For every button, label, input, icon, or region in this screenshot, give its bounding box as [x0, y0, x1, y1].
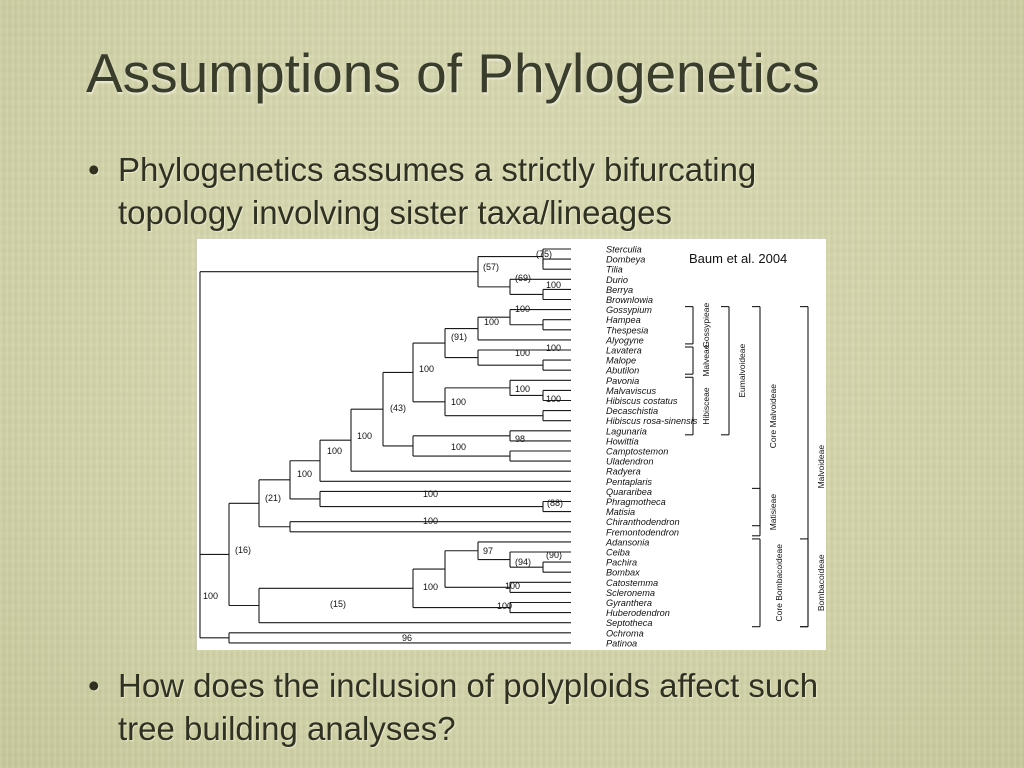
taxon-label: Pentaplaris — [606, 476, 652, 487]
bullet-point-1 — [88, 148, 988, 238]
bullet-1-line-2: topology involving sister taxa/lineages — [118, 194, 672, 231]
group-label: Malveae — [701, 344, 711, 377]
taxon-label: Phragmotheca — [606, 497, 666, 507]
taxon-label: Alyogyne — [606, 335, 644, 346]
bullet-2-line-1: How does the inclusion of polyploids affect such — [118, 667, 819, 704]
support-value: (90) — [546, 550, 563, 560]
taxon-label: Malope — [606, 355, 637, 366]
support-value: 98 — [515, 434, 526, 444]
support-value: 100 — [357, 431, 373, 441]
support-value: (94) — [515, 557, 532, 567]
support-value: 97 — [483, 546, 494, 556]
support-value: 100 — [515, 348, 531, 358]
taxon-label: Decaschistia — [606, 406, 659, 417]
taxon-label: Gossypium — [606, 305, 652, 316]
taxon-label: Gyranthera — [606, 598, 652, 608]
support-value: (91) — [451, 332, 468, 342]
support-value: 100 — [423, 516, 439, 526]
support-value: 96 — [402, 633, 413, 643]
taxon-label: Hibiscus rosa-sinensis — [606, 416, 698, 427]
taxon-label: Howittia — [606, 436, 639, 447]
support-value: 100 — [497, 601, 513, 611]
support-value: (16) — [235, 545, 252, 555]
support-value: 100 — [515, 384, 531, 394]
support-value: 100 — [546, 343, 562, 353]
group-label: Matisieae — [768, 493, 778, 531]
group-label: Gossypieae — [701, 302, 711, 348]
taxon-label: Huberodendron — [606, 608, 670, 619]
taxon-label: Tilia — [606, 264, 623, 275]
taxon-label: Bombax — [606, 567, 640, 578]
taxon-label: Berrya — [606, 284, 634, 295]
support-value: (15) — [330, 599, 347, 609]
bullet-1-line-1: Phylogenetics assumes a strictly bifurcating — [118, 151, 757, 188]
taxon-label: Matisia — [606, 507, 636, 518]
taxon-label: Hibiscus costatus — [606, 396, 678, 406]
bullet-glyph: • — [88, 667, 100, 704]
group-label: Core Bombacoideae — [774, 544, 784, 622]
group-label: Hibisceae — [701, 387, 711, 425]
taxon-label: Lagunaria — [606, 426, 647, 437]
support-value: 100 — [546, 280, 562, 290]
support-value: 100 — [203, 591, 219, 601]
taxon-label: Thespesia — [606, 325, 649, 336]
taxon-label: Radyera — [606, 466, 641, 477]
taxon-label: Adansonia — [606, 537, 650, 548]
group-label: Core Malvoideae — [768, 384, 778, 449]
taxon-label: Lavatera — [606, 345, 642, 356]
taxon-label: Durio — [606, 274, 628, 285]
bullet-glyph: • — [88, 151, 100, 188]
taxon-label: Dombeya — [606, 254, 646, 265]
group-label: Bombacoideae — [816, 554, 826, 612]
phylogenetic-tree — [197, 239, 826, 650]
taxon-label: Scleronema — [606, 587, 656, 598]
taxon-label: Patinoa — [606, 638, 638, 649]
taxon-label: Pachira — [606, 557, 638, 568]
support-value: 100 — [451, 397, 467, 407]
support-value: 100 — [419, 364, 435, 374]
phylogenetic-tree-figure — [197, 239, 826, 650]
bullet-2-line-2: tree building analyses? — [118, 710, 456, 747]
taxon-label: Ceiba — [606, 547, 631, 558]
support-value: (88) — [547, 498, 564, 508]
taxon-label: Hampea — [606, 315, 641, 326]
taxon-label: Catostemma — [606, 577, 659, 588]
support-value: (57) — [483, 262, 500, 272]
support-value: 100 — [546, 394, 562, 404]
taxon-label: Uladendron — [606, 456, 654, 467]
taxon-label: Ochroma — [606, 628, 644, 639]
taxon-label: Septotheca — [606, 618, 653, 629]
taxon-label: Quararibea — [606, 486, 652, 497]
citation-label: Baum et al. 2004 — [689, 251, 788, 266]
group-label: Eumalvoideae — [737, 343, 747, 398]
support-value: (21) — [265, 493, 282, 503]
taxon-label: Chiranthodendron — [606, 517, 680, 528]
taxon-label: Sterculia — [606, 244, 642, 255]
taxon-label: Brownlowia — [606, 295, 653, 305]
support-value: 100 — [515, 304, 531, 314]
support-value: (43) — [390, 403, 407, 413]
bullet-point-2 — [88, 664, 988, 754]
taxon-label: Malvaviscus — [606, 385, 657, 396]
support-value: 100 — [297, 469, 313, 479]
taxon-label: Pavonia — [606, 375, 640, 386]
support-value: 100 — [484, 317, 500, 327]
support-value: (69) — [515, 273, 532, 283]
group-label: Malvoideae — [816, 444, 826, 489]
support-value: 100 — [505, 581, 521, 591]
support-value: 100 — [327, 446, 343, 456]
support-value: 100 — [423, 582, 439, 592]
taxon-label: Fremontodendron — [606, 527, 680, 538]
taxon-label: Camptostemon — [606, 446, 669, 457]
support-value: (75) — [536, 249, 553, 259]
support-value: 100 — [423, 489, 439, 499]
slide-title: Assumptions of Phylogenetics — [86, 42, 820, 104]
taxon-label: Abutilon — [606, 365, 640, 376]
support-value: 100 — [451, 442, 467, 452]
